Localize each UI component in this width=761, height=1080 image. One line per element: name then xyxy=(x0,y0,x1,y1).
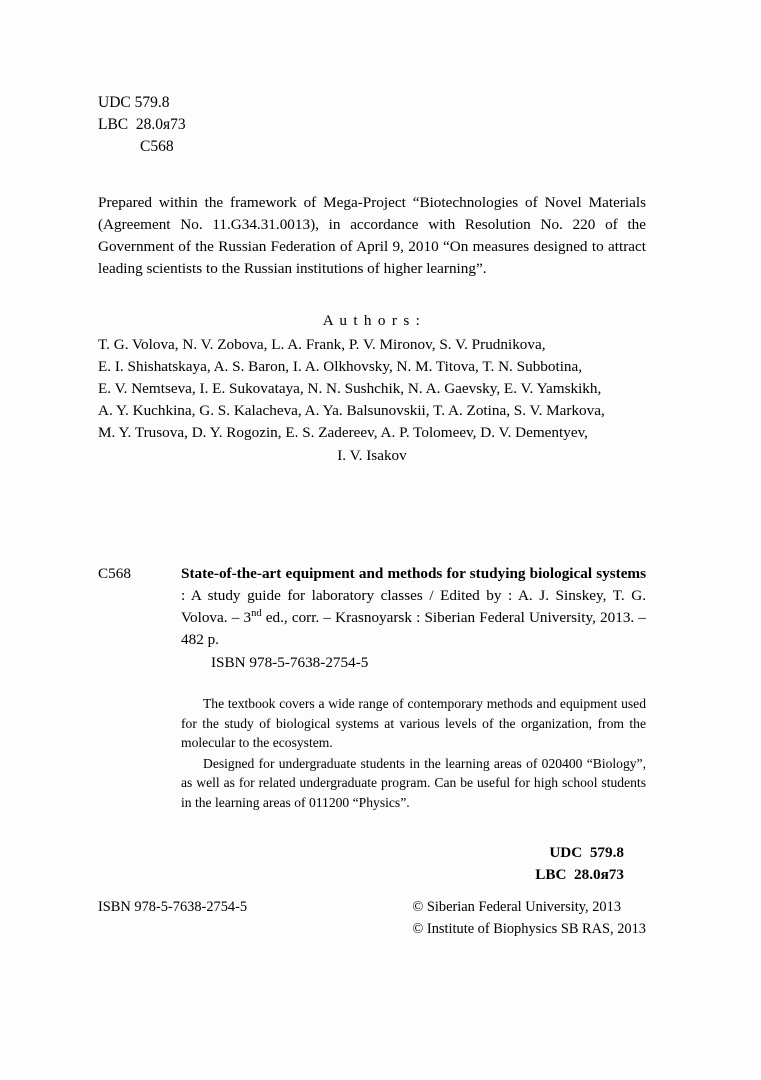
bibliographic-entry xyxy=(98,563,646,675)
funding-note: Prepared within the framework of Mega-Project “Biotechnologies of Novel Materials (Agreement No. 11.G34.31.0013), in accordance with Resolution No. 220 of the Government of the Russian Federation of April 9, 2010 “On measures designed to attract leading scientists to the Russian institutions of higher learning”. xyxy=(98,194,646,277)
authors-line: A. Y. Kuchkina, G. S. Kalacheva, A. Ya. Balsunovskii, T. A. Zotina, S. V. Markova, xyxy=(98,402,605,420)
authors-line: M. Y. Trusova, D. Y. Rogozin, E. S. Zadereev, A. P. Tolomeev, D. V. Dementyev, xyxy=(98,424,588,442)
footer-copyright xyxy=(412,897,646,940)
authors-heading: A u t h o r s : xyxy=(322,311,422,329)
authors-line: I. V. Isakov xyxy=(337,446,407,464)
entry-description-part-2: ed., corr. – Krasnoyarsk : Siberian Federal University, 2013. – 482 p. xyxy=(181,609,646,649)
entry-title: State-of-the-art equipment and methods for studying biological systems xyxy=(181,564,646,582)
udc-code: UDC 579.8 xyxy=(98,94,170,111)
entry-shelf-code: С568 xyxy=(98,564,131,582)
authors-list xyxy=(98,334,646,467)
page-content xyxy=(98,92,646,885)
classification-repeat-block xyxy=(98,842,646,885)
shelf-code: С568 xyxy=(140,138,174,155)
udc-code-repeat: UDC 579.8 xyxy=(549,843,624,861)
copyright-line: © Institute of Biophysics SB RAS, 2013 xyxy=(412,920,646,937)
annotation-paragraph: The textbook covers a wide range of contemporary methods and equipment used for the study of biological systems at various levels of the organization, from the molecular to the ecosystem. xyxy=(181,696,646,750)
entry-edition-ordinal: nd xyxy=(251,608,262,620)
annotation-paragraph: Designed for undergraduate students in the learning areas of 020400 “Biology”, as well as for related undergraduate program. Can be useful for high school students in the learning areas of 011200 “Physics”. xyxy=(181,756,646,810)
lbc-code: LBC 28.0я73 xyxy=(98,116,186,133)
authors-line: E. V. Nemtseva, I. E. Sukovataya, N. N. Sushchik, N. A. Gaevsky, E. V. Yamskikh, xyxy=(98,379,602,397)
page-footer xyxy=(98,897,646,940)
copyright-line: © Siberian Federal University, 2013 xyxy=(412,899,622,915)
authors-line: E. I. Shishatskaya, A. S. Baron, I. A. Olkhovsky, N. M. Titova, T. N. Subbotina, xyxy=(98,357,583,375)
lbc-code-repeat: LBC 28.0я73 xyxy=(535,865,624,883)
authors-line: T. G. Volova, N. V. Zobova, L. A. Frank, P. V. Mironov, S. V. Prudnikova, xyxy=(98,335,546,353)
entry-body xyxy=(181,563,646,652)
entry-description-part-1: : A study guide for laboratory classes / Edited by : A. J. Sinskey, T. G. Volova. – 3 xyxy=(181,586,646,627)
classification-block xyxy=(98,92,646,158)
footer-isbn: ISBN 978-5-7638-2754-5 xyxy=(98,899,248,915)
entry-isbn: ISBN 978-5-7638-2754-5 xyxy=(211,654,369,672)
annotation-block xyxy=(181,694,646,812)
